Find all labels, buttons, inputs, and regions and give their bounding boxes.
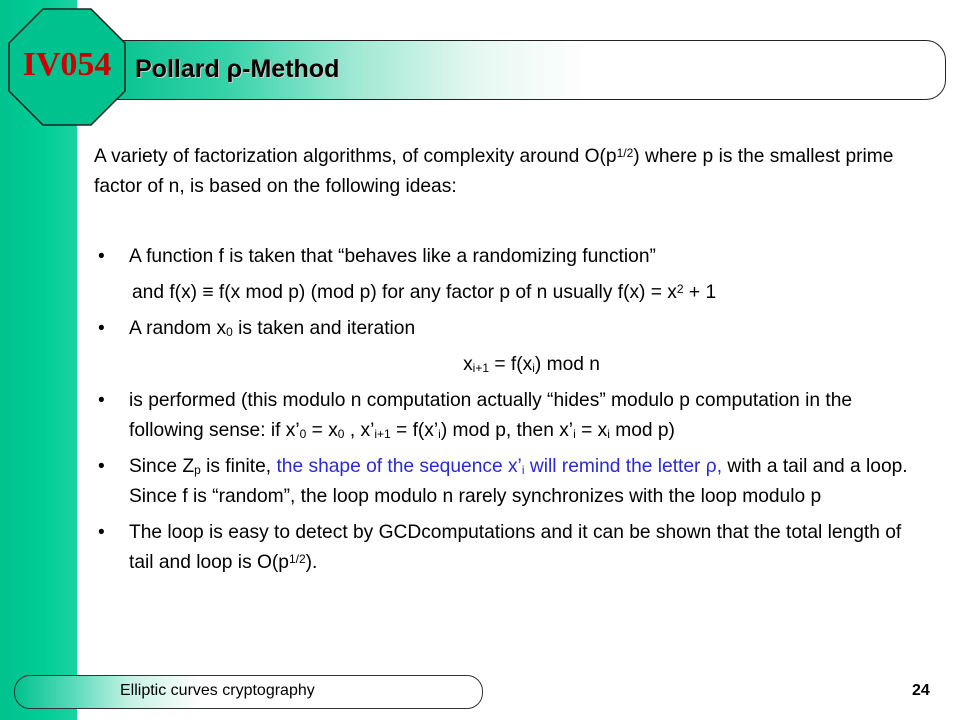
bullet-loop-detection: • The loop is easy to detect by GCDcomputations and it can be shown that the total length of tail and loop is $O(p^{1/2})$. — [98, 522, 902, 573]
iteration-formula: $x_{i+1} = f(x_i)$ mod n — [463, 354, 600, 375]
footer-text: Elliptic curves cryptography — [120, 682, 315, 699]
page-number: 24 — [912, 682, 930, 699]
bullet-performed: • is performed (this modulo n computation actually “hides” modulo p computation in the following sense: if $x’_0 = x_0$ , $x’_{i+1}$ = $f(x’_i)$ mod p, then $x’_i = x_i$ mod p) — [98, 390, 853, 441]
bullet-rho-shape: • Since $Z_p$ is finite, the shape of the sequence $x’_i$ will remind the letter ρ, with a tail and a loop. Since f is “random”, the loop modulo n rarely synchronizes with the loop modulo p — [98, 456, 908, 507]
bullet-randomizing-function-cont: and f(x) ≡ f(x mod p) (mod p) for any factor p of n usually $f(x) = x^2 + 1$ — [132, 282, 717, 303]
bullet-random-start: • A random $x_0$ is taken and iteration — [98, 318, 416, 339]
intro-paragraph: A variety of factorization algorithms, of complexity around $O(p^{1/2})$ where p is the smallest prime factor of n, is based on the following ideas: — [94, 146, 894, 197]
slide-content — [94, 142, 929, 578]
bullet-randomizing-function: • A function f is taken that “behaves like a randomizing function” — [98, 246, 656, 267]
slide-title: Pollard ρ-Method — [135, 55, 340, 83]
spacer — [94, 202, 929, 232]
course-code: IV054 — [22, 46, 112, 83]
rho-shape-highlight: the shape of the sequence $x’_i$ will remind the letter ρ, — [276, 456, 723, 477]
